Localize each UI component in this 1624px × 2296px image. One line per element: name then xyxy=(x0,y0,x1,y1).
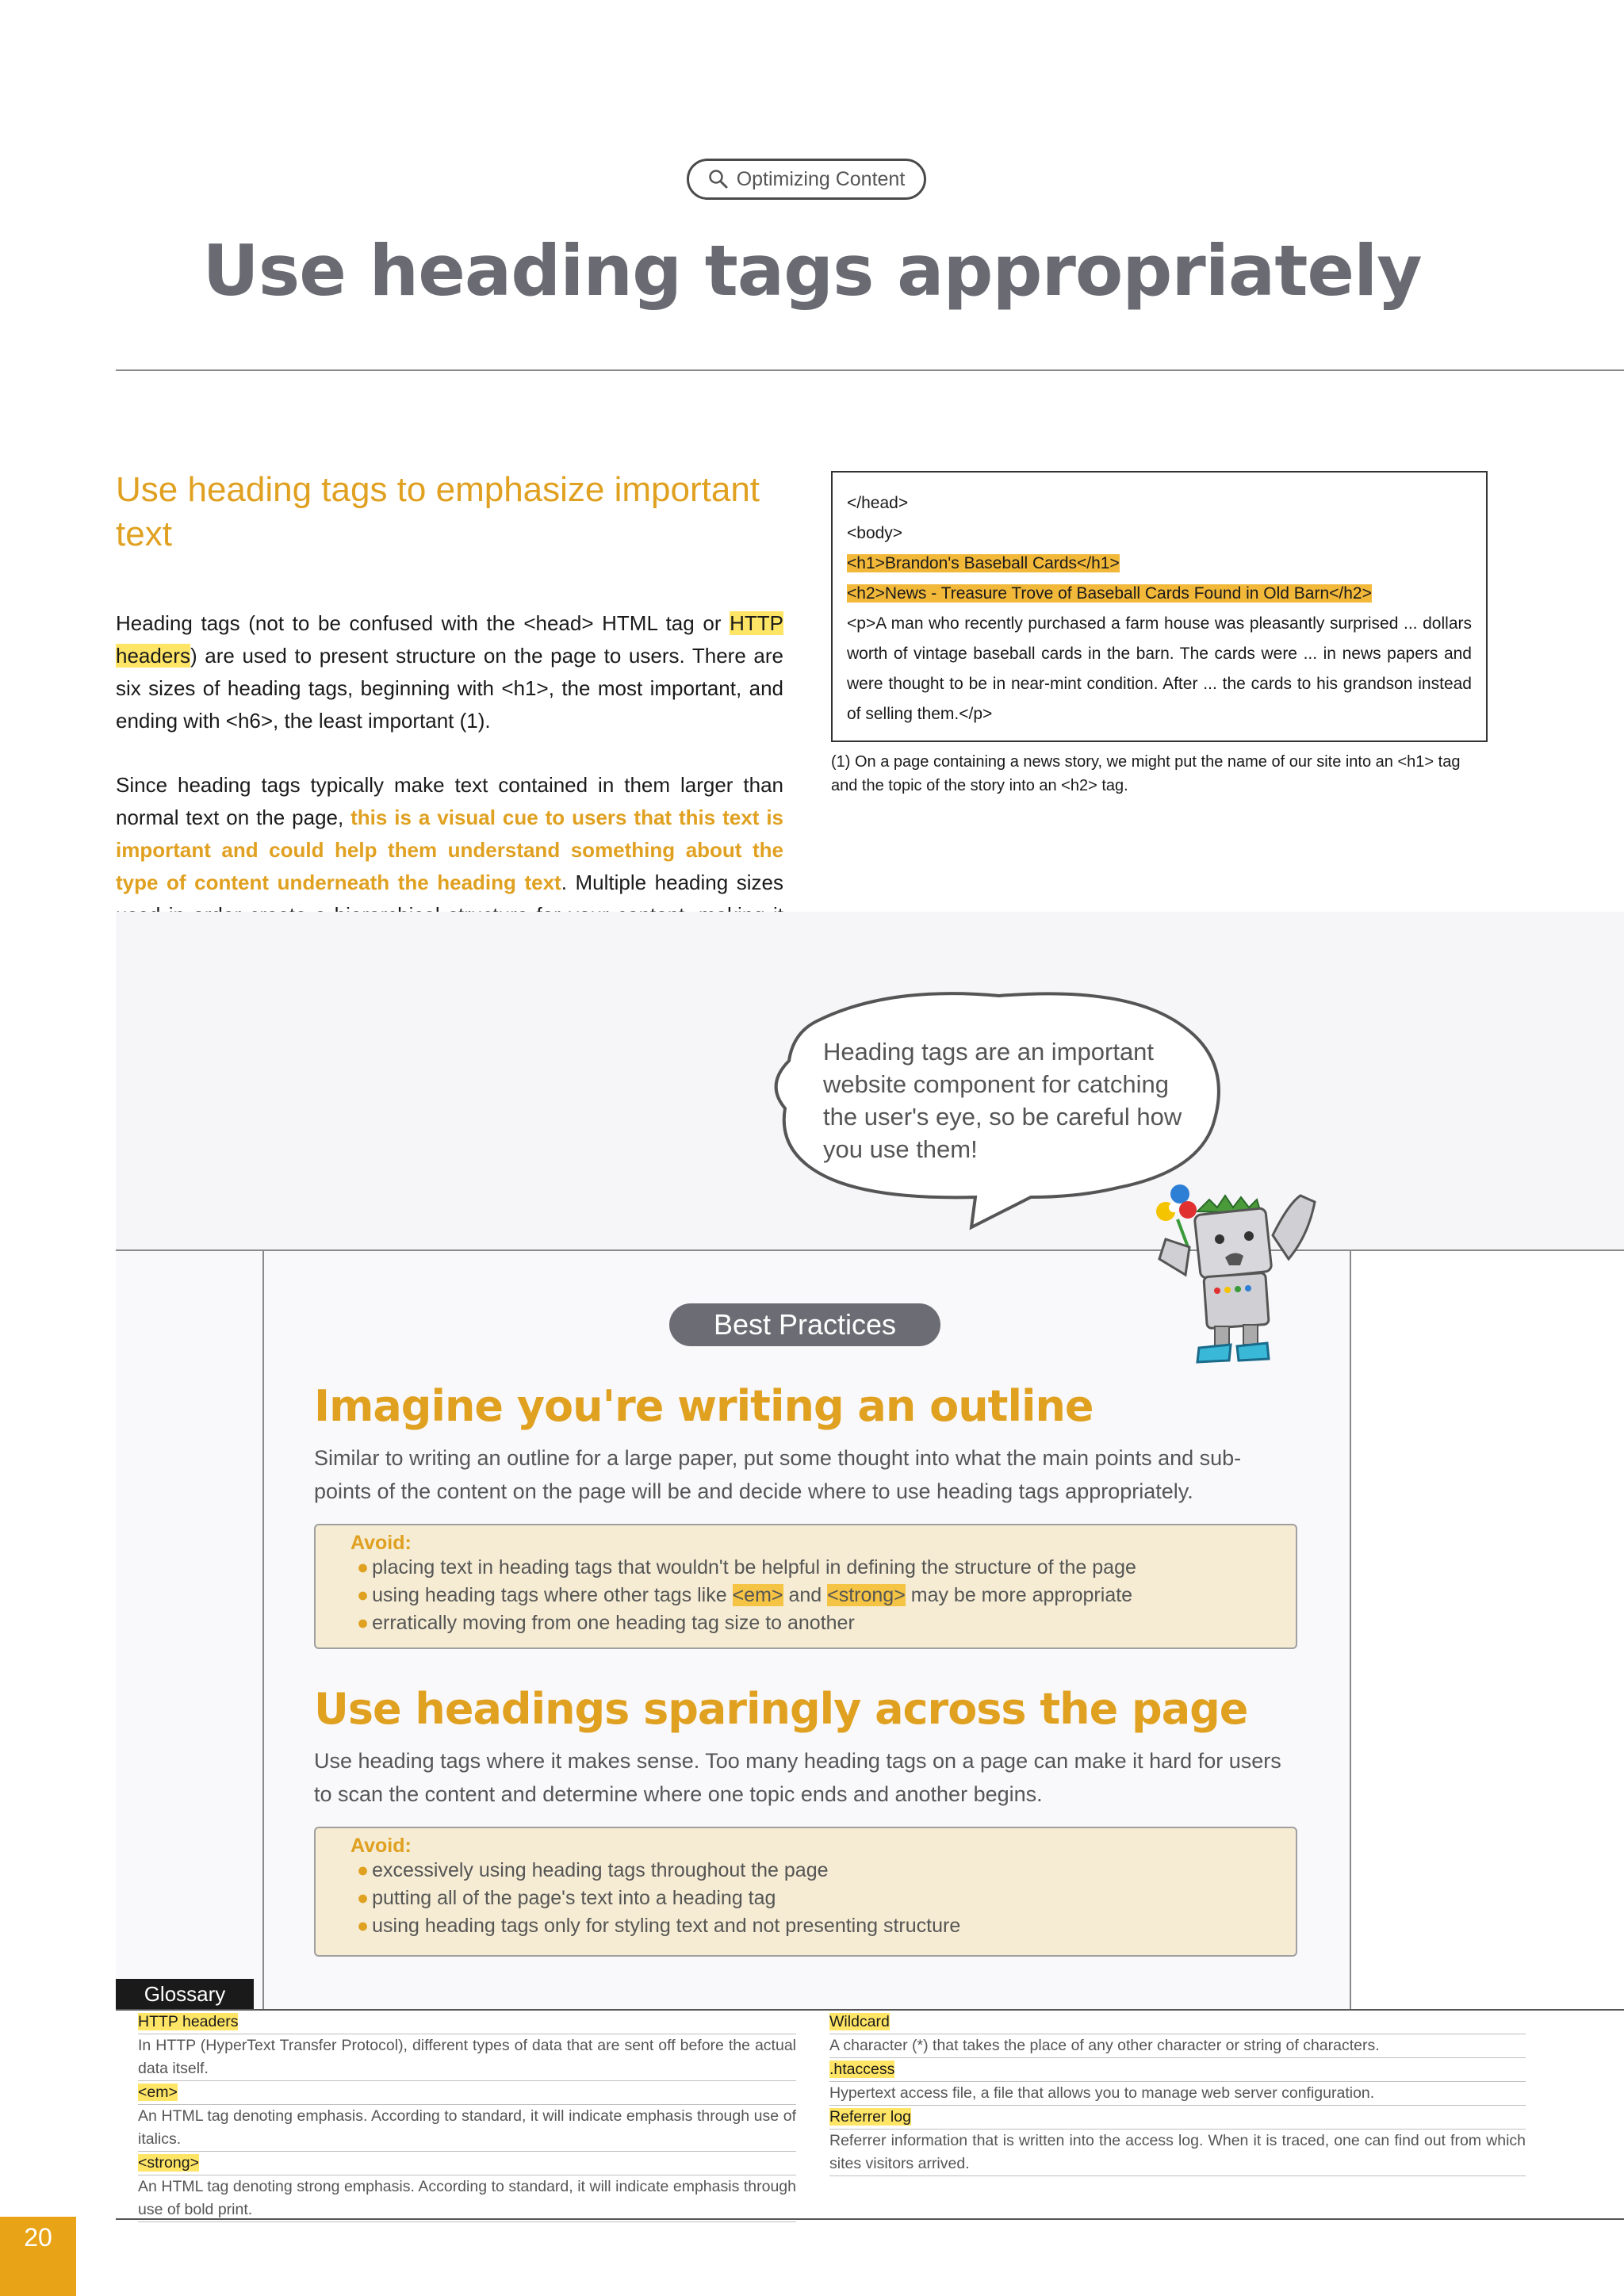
intro-subheading: Use heading tags to emphasize important text xyxy=(116,470,760,553)
glossary-term: <em> xyxy=(138,2081,796,2105)
robot-mascot-icon xyxy=(1142,1164,1324,1370)
bullet-icon: ● xyxy=(357,1915,370,1937)
glossary-definition: In HTTP (HyperText Transfer Protocol), different types of data that are sent off before the actual data itself. xyxy=(138,2034,796,2081)
page-number: 20 xyxy=(0,2217,76,2296)
avoid-item: ● putting all of the page's text into a heading tag xyxy=(357,1887,776,1909)
bullet-icon: ● xyxy=(357,1556,370,1578)
glossary-definition: An HTML tag denoting strong emphasis. According to standard, it will indicate emphasis through use of bold print. xyxy=(138,2175,796,2222)
speech-bubble-text: Heading tags are an important website component for catching the user's eye, so be careful how you use them! xyxy=(823,1038,1182,1163)
best-practice-text-2: Use heading tags where it makes sense. Too many heading tags on a page can make it hard for users to scan the content and determine where one topic ends and another begins. xyxy=(314,1749,1281,1806)
code-paragraph: <p>A man who recently purchased a farm house was pleasantly surprised ... dollars worth of vintage baseball cards in the barn. The cards were ... in news papers and were thought to be in near-mint condition. After ... the cards to his grandson instead of selling them.</p> xyxy=(847,614,1472,723)
bullet-icon: ● xyxy=(357,1584,370,1606)
emphasized-text: this is a visual cue to users that this text is important and could help them understand something about the type of content underneath the heading text xyxy=(116,806,783,894)
best-practice-heading-2: Use headings sparingly across the page xyxy=(314,1684,1248,1734)
best-practices-label: Best Practices xyxy=(669,1303,940,1346)
avoid-item: ● erratically moving from one heading tag size to another xyxy=(357,1612,855,1634)
glossary-term: Wildcard xyxy=(829,2011,1526,2034)
code-line: <body> xyxy=(847,524,903,542)
glossary-definition: An HTML tag denoting emphasis. According to standard, it will indicate emphasis through use of italics. xyxy=(138,2105,796,2152)
code-caption: (1) On a page containing a news story, we might put the name of our site into an <h1> tag and the topic of the story into an <h2> tag. xyxy=(831,753,1461,794)
best-practices-divider xyxy=(116,1249,1624,1251)
avoid-box-1 xyxy=(314,1524,1297,1649)
glossary-definition: Hypertext access file, a file that allows you to manage web server configuration. xyxy=(829,2082,1526,2106)
glossary-left-column xyxy=(138,2011,796,2222)
section-label: Optimizing Content xyxy=(736,167,906,190)
code-line: </head> xyxy=(847,494,909,512)
intro-paragraph-1: Heading tags (not to be confused with the <head> HTML tag or HTTP headers) are used to present structure on the page to users. There are six sizes of heading tags, beginning with <h1>, the most important, and ending with <h6>, the least important (1). xyxy=(116,611,783,733)
avoid-title: Avoid: xyxy=(350,1835,412,1857)
avoid-item: ● using heading tags where other tags like <em> and <strong> may be more appropriate xyxy=(357,1584,1133,1606)
bullet-icon: ● xyxy=(357,1859,370,1881)
page-title: Use heading tags appropriately xyxy=(202,230,1422,312)
glossary-term-em: <em> xyxy=(732,1584,783,1606)
best-practices-margin xyxy=(1351,1251,1624,2011)
avoid-item: ● placing text in heading tags that wouldn't be helpful in defining the structure of the page xyxy=(357,1556,1136,1578)
glossary-term: .htaccess xyxy=(829,2058,1526,2082)
best-practice-heading-1: Imagine you're writing an outline xyxy=(314,1381,1094,1431)
section-label-pill xyxy=(687,159,926,200)
best-practices-left-border xyxy=(262,1249,264,2011)
code-line-h2: <h2>News - Treasure Trove of Baseball Cards Found in Old Barn</h2> xyxy=(847,584,1372,603)
glossary-term: Referrer log xyxy=(829,2106,1526,2130)
glossary-bottom-divider xyxy=(116,2218,1624,2220)
intro-paragraph-2: Since heading tags typically make text contained in them larger than normal text on the page, this is a visual cue to users that this text is important and could help them understand something about the type of content underneath the heading text. Multiple heading sizes xyxy=(116,773,783,894)
best-practice-text-1: Similar to writing an outline for a large paper, put some thought into what the main points and sub-points of the content on the page will be and decide where to use heading tags appropriately. xyxy=(314,1446,1242,1503)
glossary-term-http-headers: HTTP headers xyxy=(116,611,783,668)
glossary-term-strong: <strong> xyxy=(827,1584,906,1606)
glossary-right-column xyxy=(829,2011,1624,2176)
avoid-title: Avoid: xyxy=(350,1532,412,1554)
glossary-definition: A character (*) that takes the place of any other character or string of characters. xyxy=(829,2034,1526,2058)
glossary-label: Glossary xyxy=(116,1979,254,2009)
glossary-definition: Referrer information that is written into the access log. When it is traced, one can find out from which sites visitors arrived. xyxy=(829,2130,1526,2176)
code-line-h1: <h1>Brandon's Baseball Cards</h1> xyxy=(847,554,1120,572)
bullet-icon: ● xyxy=(357,1612,370,1634)
avoid-item: ● using heading tags only for styling text and not presenting structure xyxy=(357,1915,961,1937)
glossary-term: HTTP headers xyxy=(138,2011,796,2034)
code-example-box xyxy=(831,471,1488,742)
intro-column xyxy=(116,468,783,964)
avoid-item: ● excessively using heading tags throughout the page xyxy=(357,1859,829,1881)
glossary-term: <strong> xyxy=(138,2152,796,2175)
header-divider xyxy=(116,369,1624,371)
avoid-box-2 xyxy=(314,1827,1297,1957)
magnifier-icon xyxy=(708,169,729,189)
bullet-icon: ● xyxy=(357,1887,370,1909)
best-practices-right-border xyxy=(1350,1249,1351,2011)
